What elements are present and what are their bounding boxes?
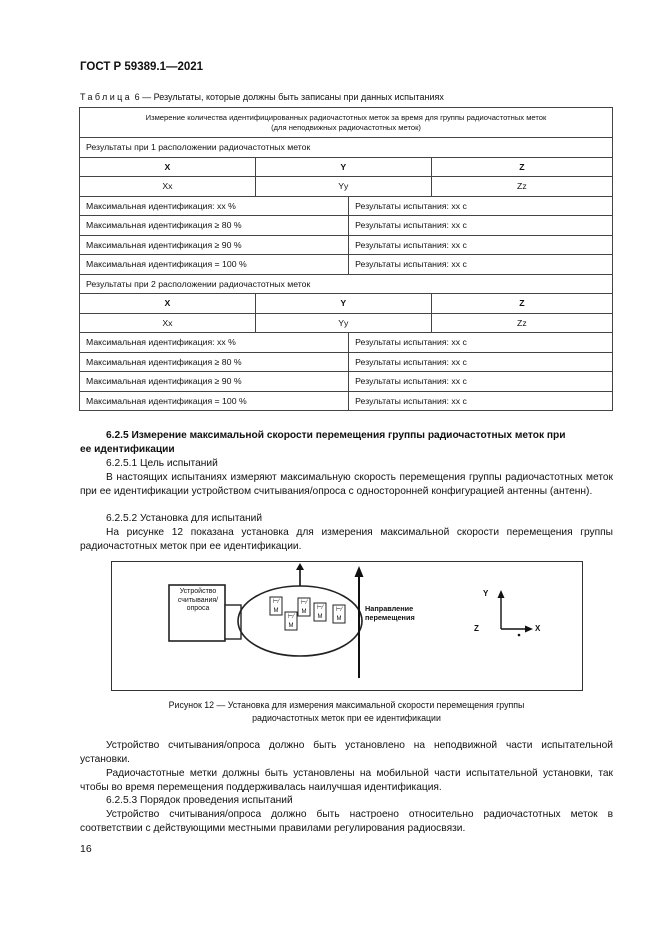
table-title-line1: Измерение количества идентифицированных радиочастотных меток за время для группы радиочастотных меток bbox=[145, 112, 547, 122]
tag-label: М bbox=[336, 616, 342, 622]
block-heading: Результаты при 2 расположении радиочастотных меток bbox=[80, 274, 613, 294]
result-cell: Результаты испытания: xx с bbox=[349, 196, 613, 216]
tag-glyph: ⊢⁄ bbox=[300, 600, 308, 606]
tag-label: М bbox=[301, 609, 307, 615]
tag-glyph: ⊢⁄ bbox=[287, 614, 295, 620]
upward-arrow-head bbox=[296, 563, 304, 570]
value-x: Xx bbox=[80, 313, 256, 333]
tag-label: М bbox=[317, 614, 323, 620]
column-z-header: Z bbox=[431, 294, 612, 314]
x-axis-arrow bbox=[525, 626, 533, 633]
value-y: Yy bbox=[255, 313, 431, 333]
result-cell: Результаты испытания: xx с bbox=[349, 255, 613, 275]
value-z: Zz bbox=[431, 177, 612, 197]
identification-cell: Максимальная идентификация ≥ 90 % bbox=[80, 372, 349, 392]
block-heading: Результаты при 1 расположении радиочастотных меток bbox=[80, 138, 613, 158]
axis-x-label: X bbox=[535, 624, 541, 633]
axis-y-label: Y bbox=[483, 589, 489, 598]
figure-caption bbox=[80, 699, 613, 725]
result-cell: Результаты испытания: xx с bbox=[349, 235, 613, 255]
identification-cell: Максимальная идентификация ≥ 80 % bbox=[80, 216, 349, 236]
result-cell: Результаты испытания: xx с bbox=[349, 372, 613, 392]
figure-caption-line1: Рисунок 12 — Установка для измерения максимальной скорости перемещения группы bbox=[168, 700, 525, 710]
column-y-header: Y bbox=[255, 294, 431, 314]
column-x-header: X bbox=[80, 294, 256, 314]
subsection-title: 6.2.5.2 Установка для испытаний bbox=[106, 513, 263, 524]
figure-caption-line2: радиочастотных меток при ее идентификации bbox=[252, 713, 441, 723]
result-cell: Результаты испытания: xx с bbox=[349, 333, 613, 353]
column-z-header: Z bbox=[431, 157, 612, 177]
tag-label: М bbox=[288, 623, 294, 629]
section-heading bbox=[80, 429, 613, 443]
table-row bbox=[80, 333, 613, 353]
table-row bbox=[80, 216, 613, 236]
tag-glyph: ⊢⁄ bbox=[272, 599, 280, 605]
result-cell: Результаты испытания: xx с bbox=[349, 216, 613, 236]
subsection-title: 6.2.5.1 Цель испытаний bbox=[106, 458, 218, 469]
identification-cell: Максимальная идентификация ≥ 90 % bbox=[80, 235, 349, 255]
results-table bbox=[79, 107, 613, 411]
axis-z-label: Z bbox=[474, 624, 479, 633]
table-row bbox=[80, 235, 613, 255]
rfid-tags bbox=[270, 597, 345, 630]
identification-cell: Максимальная идентификация = 100 % bbox=[80, 391, 349, 411]
identification-cell: Максимальная идентификация: xx % bbox=[80, 333, 349, 353]
reader-label: Устройство считывания/ опроса bbox=[177, 588, 219, 612]
tag-glyph: ⊢⁄ bbox=[335, 607, 343, 613]
table-caption bbox=[80, 92, 444, 102]
z-axis-dot bbox=[518, 634, 521, 637]
table-row bbox=[80, 255, 613, 275]
value-z: Zz bbox=[431, 313, 612, 333]
column-x-header: X bbox=[80, 157, 256, 177]
table-caption-word: Таблица bbox=[80, 92, 133, 102]
table-row bbox=[80, 372, 613, 392]
identification-cell: Максимальная идентификация = 100 % bbox=[80, 255, 349, 275]
tag-label: М bbox=[273, 608, 279, 614]
value-x: Xx bbox=[80, 177, 256, 197]
page-number: 16 bbox=[80, 843, 92, 855]
section-heading-line2: ее идентификации bbox=[80, 444, 175, 455]
paragraph: Устройство считывания/опроса должно быть настроено относительно радиочастотных меток в соответствии с действующими местными правилами регулирования радиосвязи. bbox=[80, 809, 613, 834]
figure-12 bbox=[111, 561, 583, 691]
table-title-cell bbox=[80, 108, 613, 138]
document-code-header: ГОСТ Р 59389.1—2021 bbox=[80, 61, 204, 73]
table-title-line2: (для неподвижных радиочастотных меток) bbox=[271, 122, 421, 132]
table-row bbox=[80, 196, 613, 216]
paragraph: В настоящих испытаниях измеряют максимальную скорость перемещения группы радиочастотных меток при ее идентификации устройством считывания/опроса с односторонней конфигурацией антенны (антенн). bbox=[80, 472, 613, 497]
identification-cell: Максимальная идентификация ≥ 80 % bbox=[80, 352, 349, 372]
identification-cell: Максимальная идентификация: xx % bbox=[80, 196, 349, 216]
result-cell: Результаты испытания: xx с bbox=[349, 391, 613, 411]
paragraph: На рисунке 12 показана установка для измерения максимальной скорости перемещения группы радиочастотных меток при ее идентификации. bbox=[80, 527, 613, 552]
paragraph: Радиочастотные метки должны быть установлены на мобильной части испытательной установки, так чтобы во время перемещения поддерживалась наилучшая идентификация. bbox=[80, 768, 613, 793]
column-y-header: Y bbox=[255, 157, 431, 177]
subsection-title: 6.2.5.3 Порядок проведения испытаний bbox=[106, 795, 293, 806]
paragraph: Устройство считывания/опроса должно быть установлено на неподвижной части испытательной установки. bbox=[80, 740, 613, 765]
table-row bbox=[80, 391, 613, 411]
table-row bbox=[80, 352, 613, 372]
tag-glyph: ⊢⁄ bbox=[316, 605, 324, 611]
direction-label: Направление перемещения bbox=[365, 604, 415, 622]
result-cell: Результаты испытания: xx с bbox=[349, 352, 613, 372]
section-heading-line1: 6.2.5 Измерение максимальной скорости перемещения группы радиочастотных меток при bbox=[106, 430, 566, 441]
table-caption-text: 6 — Результаты, которые должны быть записаны при данных испытаниях bbox=[132, 92, 444, 102]
figure-diagram bbox=[112, 562, 582, 690]
movement-arrow-head bbox=[355, 566, 364, 577]
y-axis-arrow bbox=[498, 590, 505, 598]
value-y: Yy bbox=[255, 177, 431, 197]
